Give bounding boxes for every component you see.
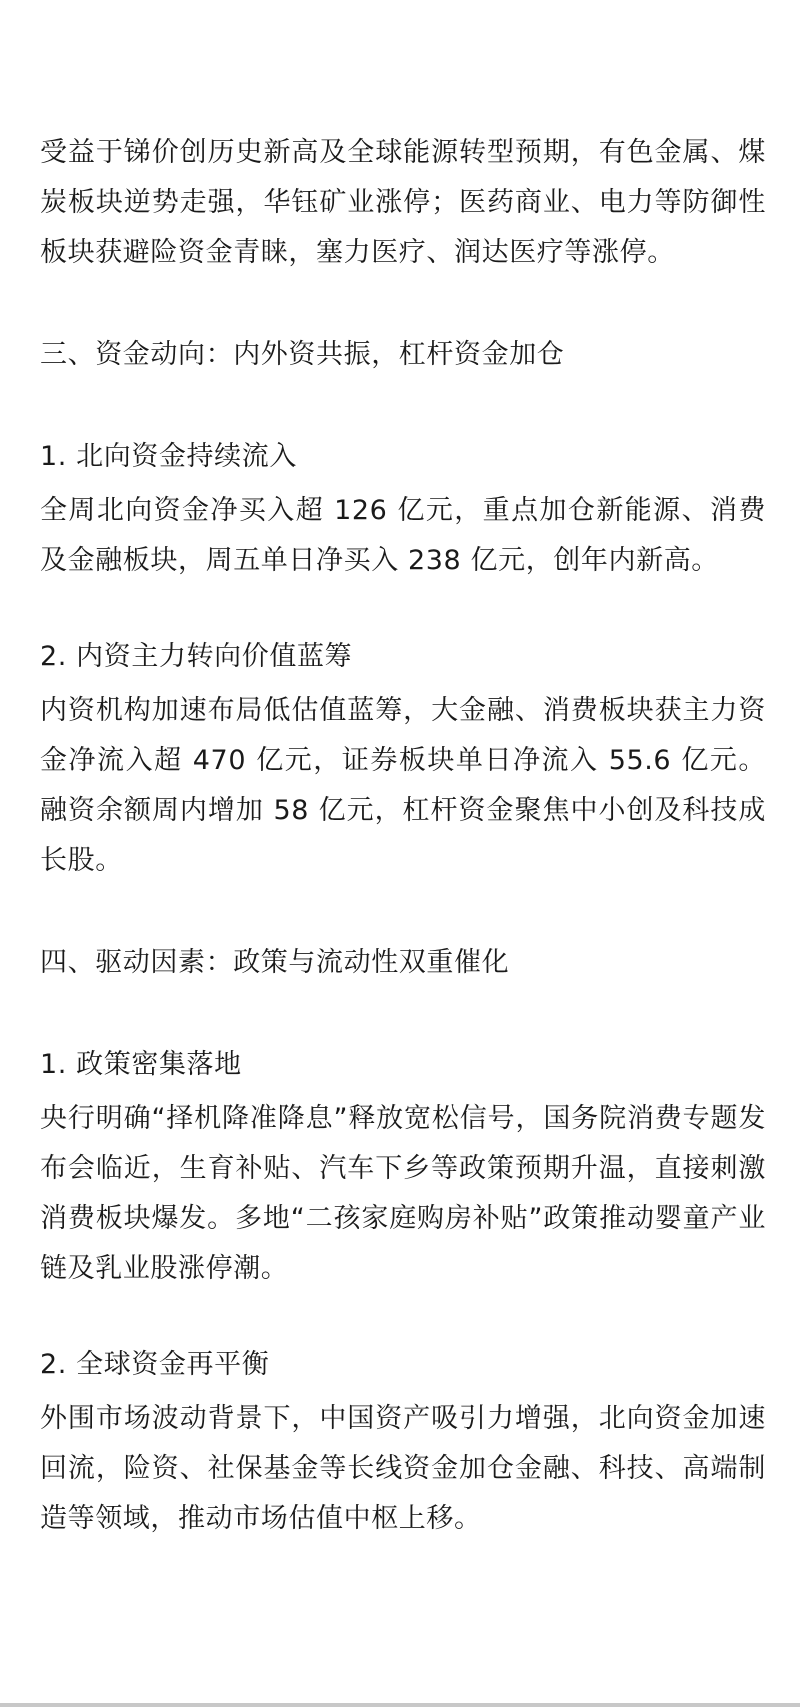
article-body xyxy=(40,128,766,1544)
spacer xyxy=(40,988,766,1040)
section-heading-drivers: 四、驱动因素：政策与流动性双重催化 xyxy=(40,947,510,978)
item-body-northbound: 全周北向资金净买入超 126 亿元，重点加仓新能源、消费及金融板块，周五单日净买入 238 亿元，创年内新高。 xyxy=(40,495,766,576)
item-title-global: 2. 全球资金再平衡 xyxy=(40,1349,270,1380)
spacer xyxy=(40,380,766,432)
bottom-divider xyxy=(0,1703,800,1707)
spacer xyxy=(40,278,766,330)
item-title-northbound: 1. 北向资金持续流入 xyxy=(40,441,297,472)
item-body-domestic: 内资机构加速布局低估值蓝筹，大金融、消费板块获主力资金净流入超 470 亿元，证券板块单日净流入 55.6 亿元。融资余额周内增加 58 亿元，杠杆资金聚焦中小创及科技成长股。 xyxy=(40,695,766,876)
item-title-domestic: 2. 内资主力转向价值蓝筹 xyxy=(40,641,353,672)
spacer xyxy=(40,886,766,938)
item-body-global: 外围市场波动背景下，中国资产吸引力增强，北向资金加速回流，险资、社保基金等长线资金加仓金融、科技、高端制造等领域，推动市场估值中枢上移。 xyxy=(40,1403,766,1534)
section-heading-capital-flow: 三、资金动向：内外资共振，杠杆资金加仓 xyxy=(40,339,565,370)
item-body-policy: 央行明确“择机降准降息”释放宽松信号，国务院消费专题发布会临近，生育补贴、汽车下乡等政策预期升温，直接刺激消费板块爆发。多地“二孩家庭购房补贴”政策推动婴童产业链及乳业股涨停潮。 xyxy=(40,1103,766,1284)
spacer xyxy=(40,586,766,632)
item-title-policy: 1. 政策密集落地 xyxy=(40,1049,242,1080)
intro-paragraph: 受益于锑价创历史新高及全球能源转型预期，有色金属、煤炭板块逆势走强，华钰矿业涨停；医药商业、电力等防御性板块获避险资金青睐，塞力医疗、润达医疗等涨停。 xyxy=(40,137,766,268)
spacer xyxy=(40,1294,766,1340)
